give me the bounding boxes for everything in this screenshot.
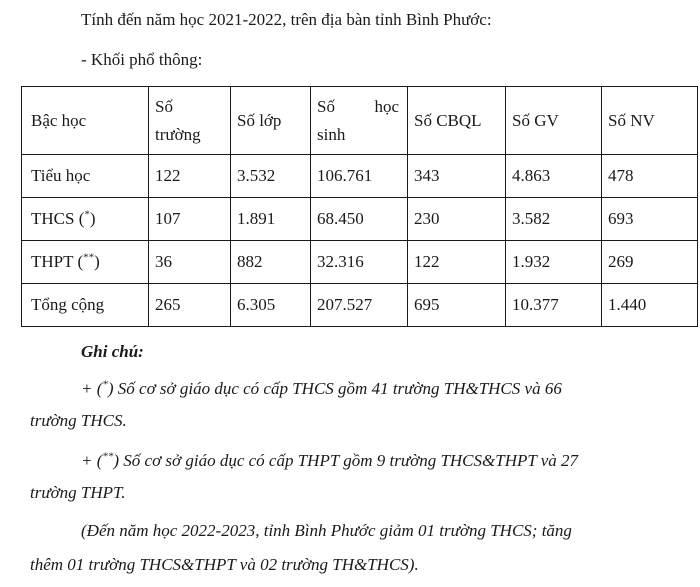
- cell-level: [22, 284, 149, 327]
- cell-managers: 122: [408, 241, 506, 284]
- cell-students: 68.450: [311, 198, 408, 241]
- cell-level: [22, 198, 149, 241]
- note-2-line2: trường THPT.: [30, 483, 126, 502]
- cell-teachers: 1.932: [506, 241, 602, 284]
- level-close: ): [89, 209, 96, 228]
- note-1-line2: trường THCS.: [30, 411, 127, 430]
- header-staff: Số NV: [602, 87, 698, 155]
- header-schools-line1: Số: [155, 96, 173, 116]
- header-teachers: Số GV: [506, 87, 602, 155]
- table-row: [22, 241, 698, 284]
- header-managers: Số CBQL: [408, 87, 506, 155]
- cell-managers: 230: [408, 198, 506, 241]
- cell-schools: 122: [149, 155, 231, 198]
- level-close: ): [94, 252, 100, 271]
- cell-level: [22, 155, 149, 198]
- cell-students: 32.316: [311, 241, 408, 284]
- header-students-line2: sinh: [317, 124, 346, 144]
- cell-classes: 6.305: [231, 284, 311, 327]
- note-1-text: ) Số cơ sở giáo dục có cấp THCS gồm 41 trường TH&THCS và 66: [107, 379, 562, 398]
- cell-students: 207.527: [311, 284, 408, 327]
- header-students-word2: học: [374, 96, 399, 116]
- header-classes: Số lớp: [231, 87, 311, 155]
- note-2-text: ) Số cơ sở giáo dục có cấp THPT gồm 9 trường THCS&THPT và 27: [113, 451, 579, 470]
- cell-classes: 882: [231, 241, 311, 284]
- note-2-line1: [81, 451, 578, 471]
- cell-managers: 343: [408, 155, 506, 198]
- cell-students: 106.761: [311, 155, 408, 198]
- table-row: [22, 198, 698, 241]
- cell-classes: 1.891: [231, 198, 311, 241]
- cell-staff: 478: [602, 155, 698, 198]
- note-3-line2: thêm 01 trường THCS&THPT và 02 trường TH&THCS).: [30, 555, 419, 574]
- level-text: THCS (: [31, 209, 85, 228]
- notes-title: Ghi chú:: [81, 342, 144, 361]
- note-1-line1: [81, 379, 562, 399]
- footnote-marker: *: [84, 208, 90, 221]
- header-schools-line2: trường: [155, 124, 201, 144]
- footnote-marker: **: [102, 450, 114, 463]
- table-row: [22, 155, 698, 198]
- header-students: [311, 87, 408, 155]
- level-text: Tiểu học: [31, 166, 91, 185]
- note-3-line1: (Đến năm học 2022-2023, tỉnh Bình Phước giảm 01 trường THCS; tăng: [81, 521, 572, 540]
- cell-schools: 265: [149, 284, 231, 327]
- level-text: Tổng cộng: [31, 295, 105, 314]
- intro-text: Tính đến năm học 2021-2022, trên địa bàn tỉnh Bình Phước:: [81, 10, 492, 29]
- footnote-marker: **: [83, 251, 95, 264]
- subheading: - Khối phổ thông:: [81, 50, 203, 69]
- cell-level: [22, 241, 149, 284]
- header-schools: [149, 87, 231, 155]
- header-students-line1: [317, 97, 407, 117]
- note-1-prefix: + (: [81, 379, 103, 398]
- cell-staff: 269: [602, 241, 698, 284]
- cell-schools: 107: [149, 198, 231, 241]
- cell-teachers: 10.377: [506, 284, 602, 327]
- header-level: Bậc học: [22, 87, 149, 155]
- table-row: [22, 284, 698, 327]
- table-header-row: [22, 87, 698, 155]
- statistics-table: [21, 86, 698, 327]
- cell-teachers: 4.863: [506, 155, 602, 198]
- level-text: THPT (: [31, 252, 84, 271]
- cell-teachers: 3.582: [506, 198, 602, 241]
- note-2-prefix: + (: [81, 451, 103, 470]
- cell-schools: 36: [149, 241, 231, 284]
- cell-staff: 693: [602, 198, 698, 241]
- cell-classes: 3.532: [231, 155, 311, 198]
- footnote-marker: *: [102, 378, 108, 391]
- cell-staff: 1.440: [602, 284, 698, 327]
- cell-managers: 695: [408, 284, 506, 327]
- header-students-word1: Số: [317, 96, 335, 116]
